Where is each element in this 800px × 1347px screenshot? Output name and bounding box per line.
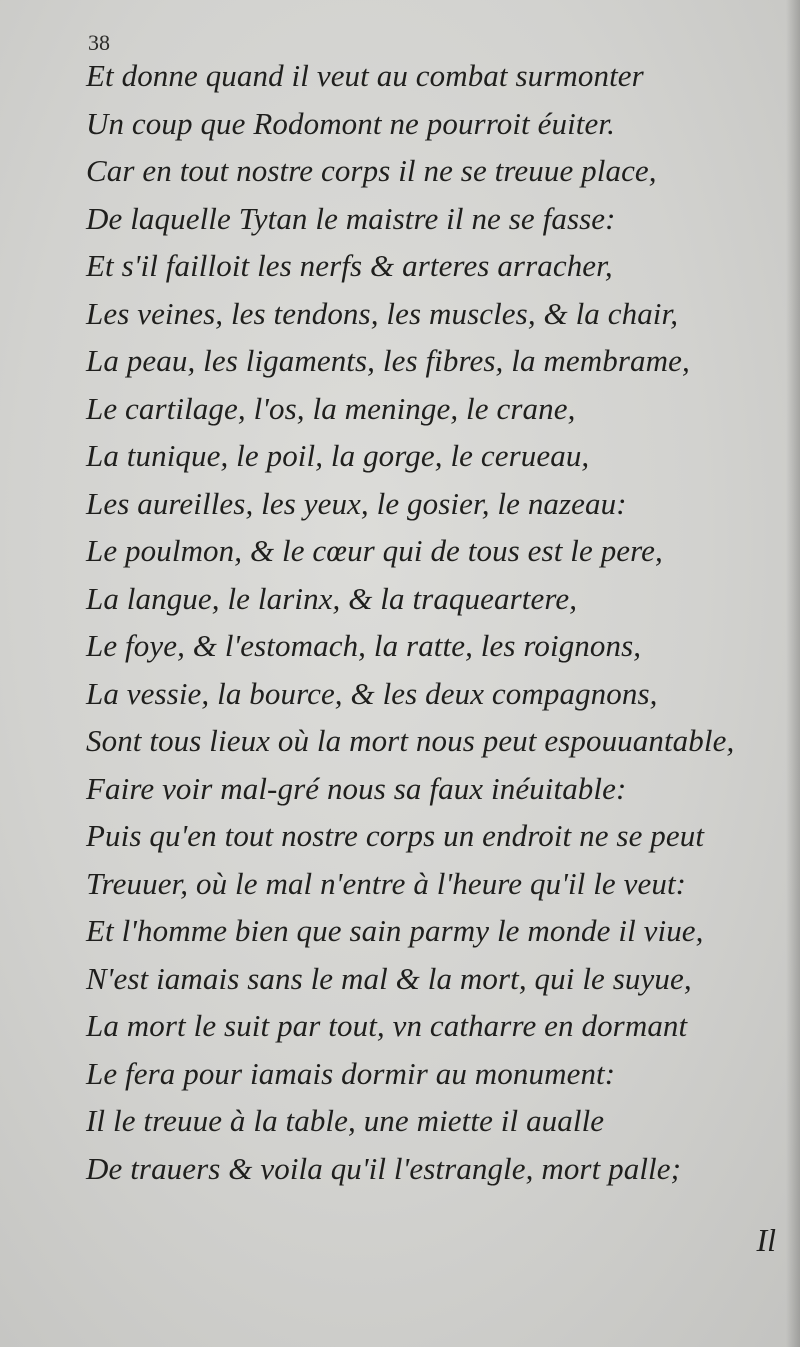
verse-line: La tunique, le poil, la gorge, le cerueau, [86, 438, 590, 473]
verse-line: Treuuer, où le mal n'entre à l'heure qu'il le veut: [86, 865, 687, 901]
verse-line: Et donne quand il veut au combat surmonter [86, 58, 644, 93]
verse-line: De trauers & voila qu'il l'estrangle, mort palle; [86, 1150, 682, 1186]
verse-line: Et s'il failloit les nerfs & arteres arracher, [86, 248, 613, 283]
verse-line: Le cartilage, l'os, la meninge, le crane, [86, 390, 576, 426]
page-number: 38 [88, 30, 110, 55]
verse-line: Car en tout nostre corps il ne se treuue place, [86, 153, 657, 188]
verse-line: Les aureilles, les yeux, le gosier, le nazeau: [86, 485, 627, 521]
verse-line: Le foye, & l'estomach, la ratte, les roignons, [86, 628, 642, 663]
verse-line: Le fera pour iamais dormir au monument: [86, 1055, 616, 1091]
verse-line: La mort le suit par tout, vn catharre en dormant [86, 1008, 688, 1043]
verse-line: De laquelle Tytan le maistre il ne se fasse: [86, 200, 616, 236]
catchword: Il [756, 1222, 776, 1258]
verse-line: La vessie, la bource, & les deux compagnons, [86, 675, 658, 711]
verse-line: Faire voir mal-gré nous sa faux inéuitable: [86, 770, 627, 806]
verse-line: La peau, les ligaments, les fibres, la membrame, [86, 343, 690, 378]
verse-line: Il le treuue à la table, une miette il aualle [86, 1103, 605, 1138]
verse-line: Un coup que Rodomont ne pourroit éuiter. [86, 105, 615, 141]
page-edge-shadow [786, 0, 800, 1347]
verse-line: Puis qu'en tout nostre corps un endroit ne se peut [86, 818, 705, 853]
verse-line: Sont tous lieux où la mort nous peut espouuantable, [86, 723, 735, 758]
verse-line: Le poulmon, & le cœur qui de tous est le pere, [86, 533, 663, 568]
verse-text [86, 52, 786, 1192]
verse-line: Et l'homme bien que sain parmy le monde il viue, [86, 913, 704, 948]
verse-line: La langue, le larinx, & la traqueartere, [86, 580, 578, 616]
verse-line: N'est iamais sans le mal & la mort, qui le suyue, [86, 960, 692, 996]
verse-line: Les veines, les tendons, les muscles, & la chair, [86, 295, 679, 331]
